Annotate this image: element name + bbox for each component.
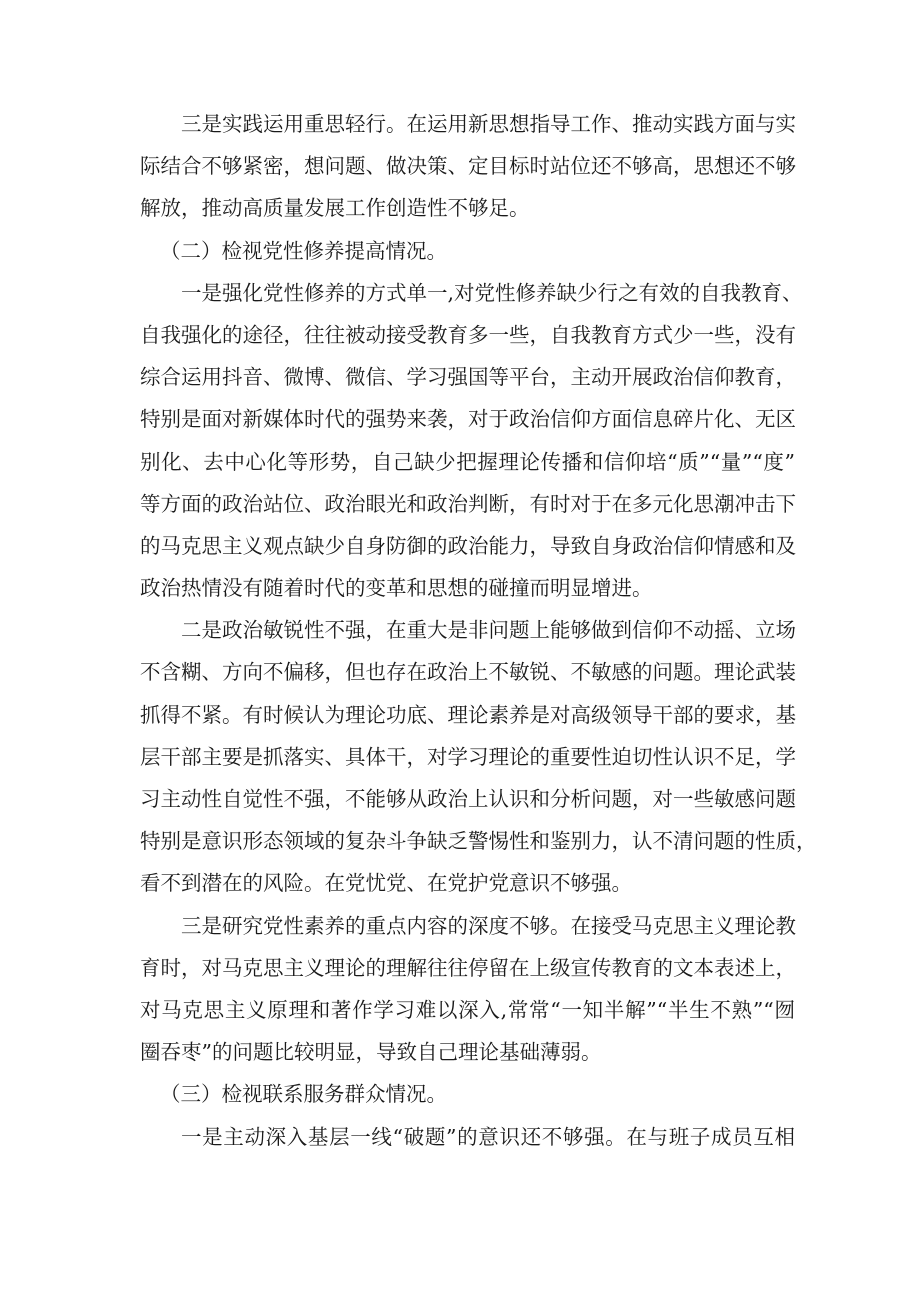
- body-paragraph: [140, 1116, 795, 1158]
- text-line: 政治热情没有随着时代的变革和思想的碰撞而明显增进。: [140, 576, 653, 601]
- body-paragraph: [140, 103, 795, 230]
- text-line: （二）检视党性修养提高情况。: [160, 238, 447, 263]
- text-line: 一是强化党性修养的方式单一,对党性修养缺少行之有效的自我教育、: [181, 280, 803, 305]
- text-line: 三是研究党性素养的重点内容的深度不够。在接受马克思主义理论教: [181, 913, 796, 938]
- text-line: 不含糊、方向不偏移，但也存在政治上不敏锐、不敏感的问题。理论武装: [140, 660, 796, 685]
- text-line: 际结合不够紧密，想问题、做决策、定目标时站位还不够高，思想还不够: [140, 154, 796, 179]
- body-paragraph: [140, 905, 795, 1074]
- text-line: 解放，推动高质量发展工作创造性不够足。: [140, 196, 530, 221]
- text-line: 一是主动深入基层一线“破题”的意识还不够强。在与班子成员互相: [181, 1124, 795, 1149]
- text-line: 看不到潜在的风险。在党忧党、在党护党意识不够强。: [140, 871, 632, 896]
- body-paragraph: [140, 609, 817, 904]
- text-line: 二是政治敏锐性不强，在重大是非问题上能够做到信仰不动摇、立场: [181, 618, 796, 643]
- text-line: 对马克思主义原理和著作学习难以深入,常常“一知半解”“半生不熟”“囫: [140, 997, 795, 1022]
- text-line: 等方面的政治站位、政治眼光和政治判断，有时对于在多元化思潮冲击下: [140, 491, 796, 516]
- text-line: 综合运用抖音、微博、微信、学习强国等平台，主动开展政治信仰教育，: [140, 365, 796, 390]
- text-line: 圈吞枣”的问题比较明显，导致自己理论基础薄弱。: [140, 1040, 602, 1065]
- text-line: 三是实践运用重思轻行。在运用新思想指导工作、推动实践方面与实: [181, 112, 796, 136]
- text-line: 别化、去中心化等形势，自己缺少把握理论传播和信仰培“质”“量”“度”: [140, 449, 795, 474]
- text-line: 育时，对马克思主义理论的理解往往停留在上级宣传教育的文本表述上，: [140, 955, 796, 980]
- text-line: 特别是面对新媒体时代的强势来袭，对于政治信仰方面信息碎片化、无区: [140, 407, 796, 432]
- text-line: 抓得不紧。有时候认为理论功底、理论素养是对高级领导干部的要求，基: [140, 702, 796, 727]
- document-page: [140, 103, 817, 1158]
- text-line: 层干部主要是抓落实、具体干，对学习理论的重要性迫切性认识不足，学: [140, 744, 796, 769]
- section-heading: [140, 230, 795, 272]
- section-heading: [140, 1073, 795, 1115]
- text-line: （三）检视联系服务群众情况。: [160, 1082, 447, 1107]
- body-paragraph: [140, 272, 803, 610]
- text-line: 特别是意识形态领域的复杂斗争缺乏警惕性和鉴别力，认不清问题的性质，: [140, 829, 817, 854]
- text-line: 习主动性自觉性不强，不能够从政治上认识和分析问题，对一些敏感问题: [140, 787, 796, 811]
- text-line: 自我强化的途径，往往被动接受教育多一些，自我教育方式少一些，没有: [140, 322, 796, 347]
- text-line: 的马克思主义观点缺少自身防御的政治能力，导致自身政治信仰情感和及: [140, 533, 796, 558]
